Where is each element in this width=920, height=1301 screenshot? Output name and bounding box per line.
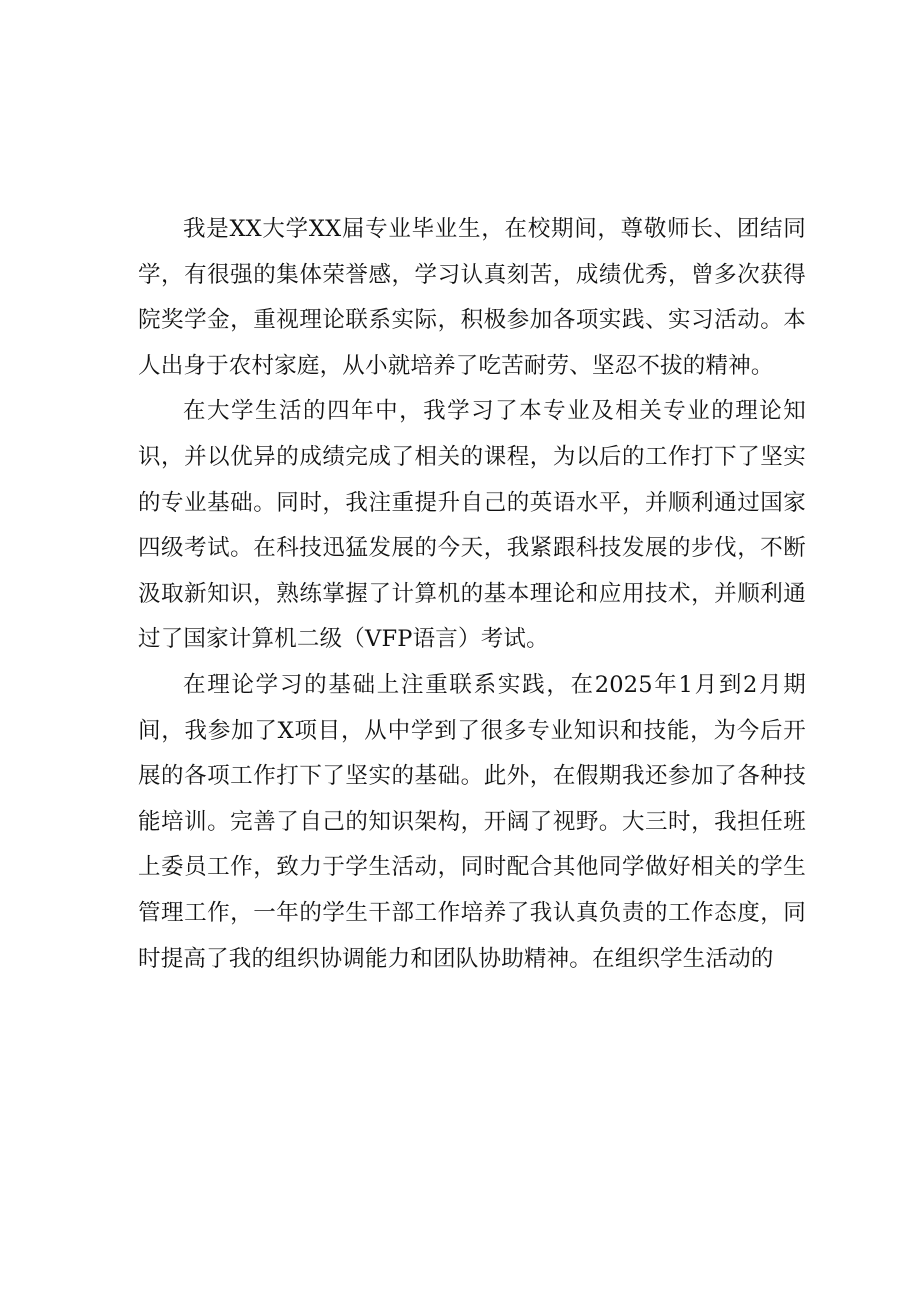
paragraph-1: 我是XX大学XX届专业毕业生，在校期间，尊敬师长、团结同学，有很强的集体荣誉感，学习认真刻苦，成绩优秀，曾多次获得院奖学金，重视理论联系实际，积极参加各项实践、实习活动。本人出身于农村家庭，从小就培养了吃苦耐劳、坚忍不拔的精神。 <box>138 216 806 379</box>
paragraph-3: 在理论学习的基础上注重联系实践，在2025年1月到2月期间，我参加了X项目，从中学到了很多专业知识和技能，为今后开展的各项工作打下了坚实的基础。此外，在假期我还参加了各种技能培训。完善了自己的知识架构，开阔了视野。大三时，我担任班上委员工作，致力于学生活动，同时配合其他同学做好相关的学生管理工作，一年的学生干部工作培养了我认真负责的工作态度，同时提高了我的组织协调能力和团队协助精神。在组织学生活动的 <box>138 671 806 972</box>
document-body <box>138 207 806 982</box>
paragraph-2: 在大学生活的四年中，我学习了本专业及相关专业的理论知识，并以优异的成绩完成了相关的课程，为以后的工作打下了坚实的专业基础。同时，我注重提升自己的英语水平，并顺利通过国家四级考试。在科技迅猛发展的今天，我紧跟科技发展的步伐，不断汲取新知识，熟练掌握了计算机的基本理论和应用技术，并顺利通过了国家计算机二级（VFP语言）考试。 <box>138 398 806 653</box>
